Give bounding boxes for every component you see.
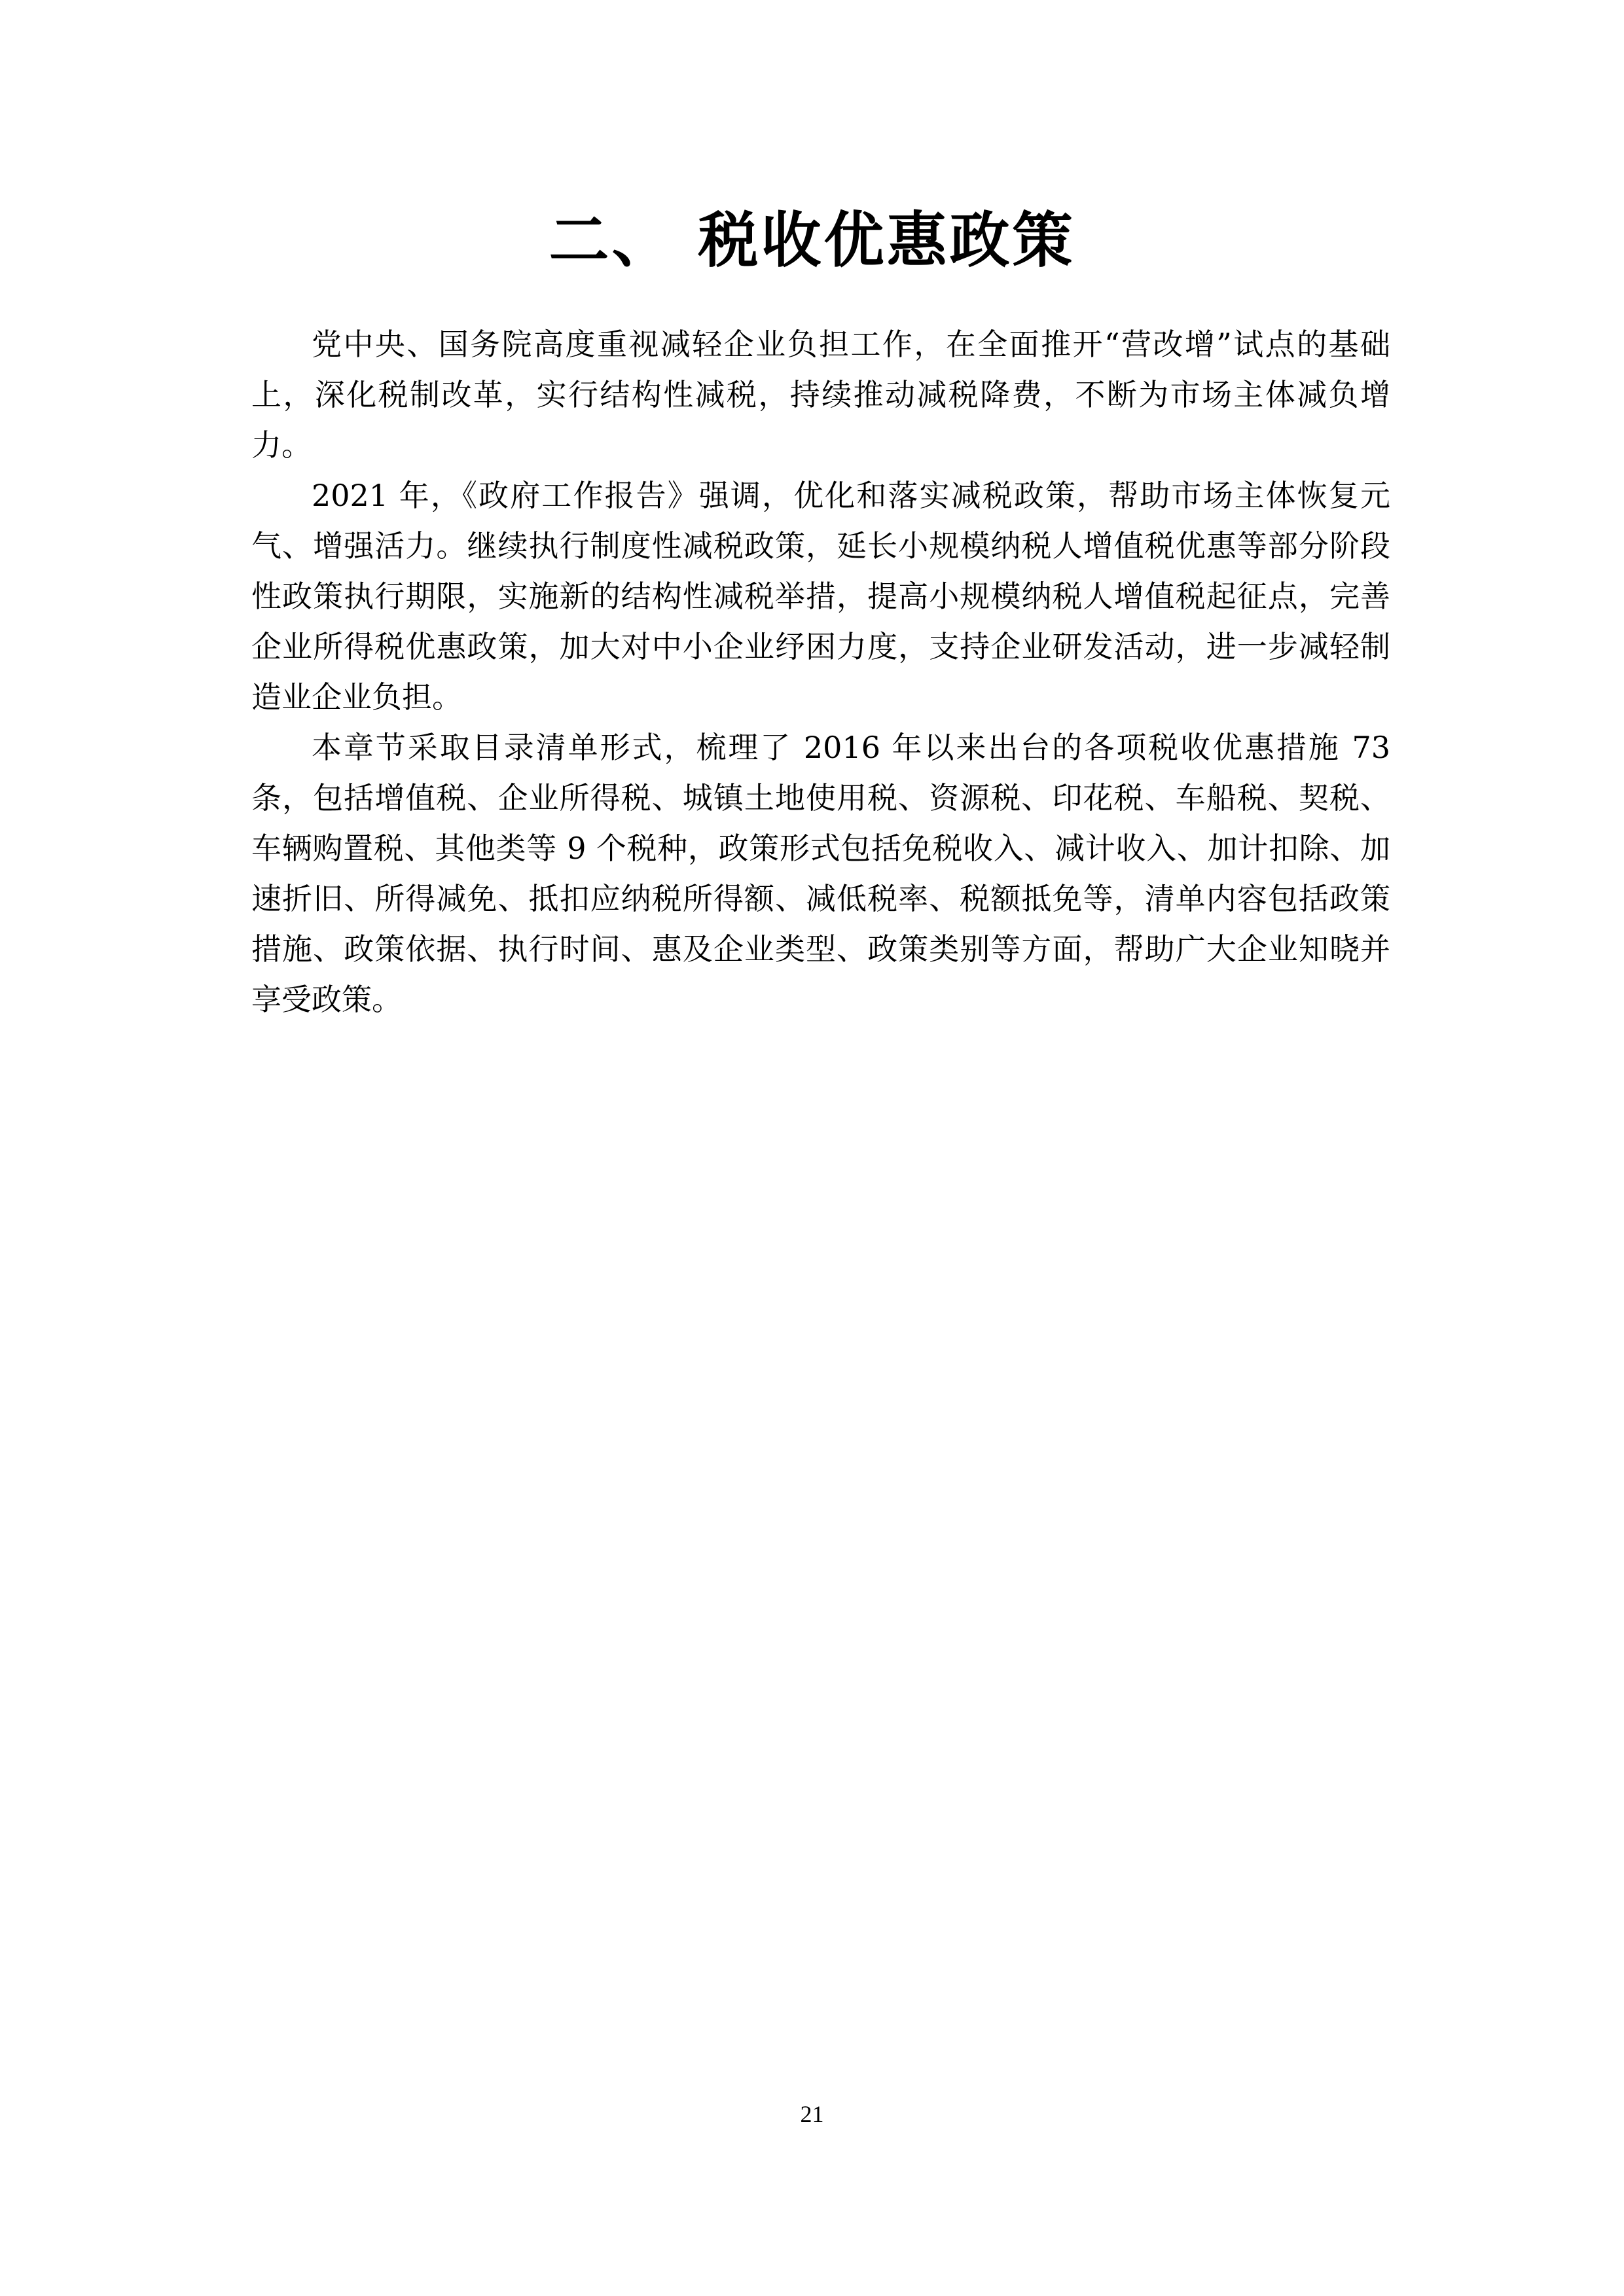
paragraph-intro: 党中央、国务院高度重视减轻企业负担工作，在全面推开“营改增”试点的基础上，深化税制改革，实行结构性减税，持续推动减税降费，不断为市场主体减负增力。	[251, 327, 1390, 463]
body-text	[251, 319, 1390, 1025]
page-number: 21	[800, 2101, 824, 2127]
page-title: 二、 税收优惠政策	[549, 206, 1075, 276]
paragraph-chapter-summary: 本章节采取目录清单形式，梳理了 2016 年以来出台的各项税收优惠措施 73 条，包括增值税、企业所得税、城镇土地使用税、资源税、印花税、车船税、契税、车辆购置税、其他类等 9 个税种，政策形式包括免税收入、减计收入、加计扣除、加速折旧、所得减免、抵扣应纳税所得额、减低税率、税额抵免等，清单内容包括政策措施、政策依据、执行时间、惠及企业类型、政策类别等方面，帮助广大企业知晓并享受政策。	[251, 730, 1390, 1017]
paragraph-report-2021: 2021 年，《政府工作报告》强调，优化和落实减税政策，帮助市场主体恢复元气、增强活力。继续执行制度性减税政策，延长小规模纳税人增值税优惠等部分阶段性政策执行期限，实施新的结构性减税举措，提高小规模纳税人增值税起征点，完善企业所得税优惠政策，加大对中小企业纾困力度，支持企业研发活动，进一步减轻制造业企业负担。	[251, 478, 1390, 715]
